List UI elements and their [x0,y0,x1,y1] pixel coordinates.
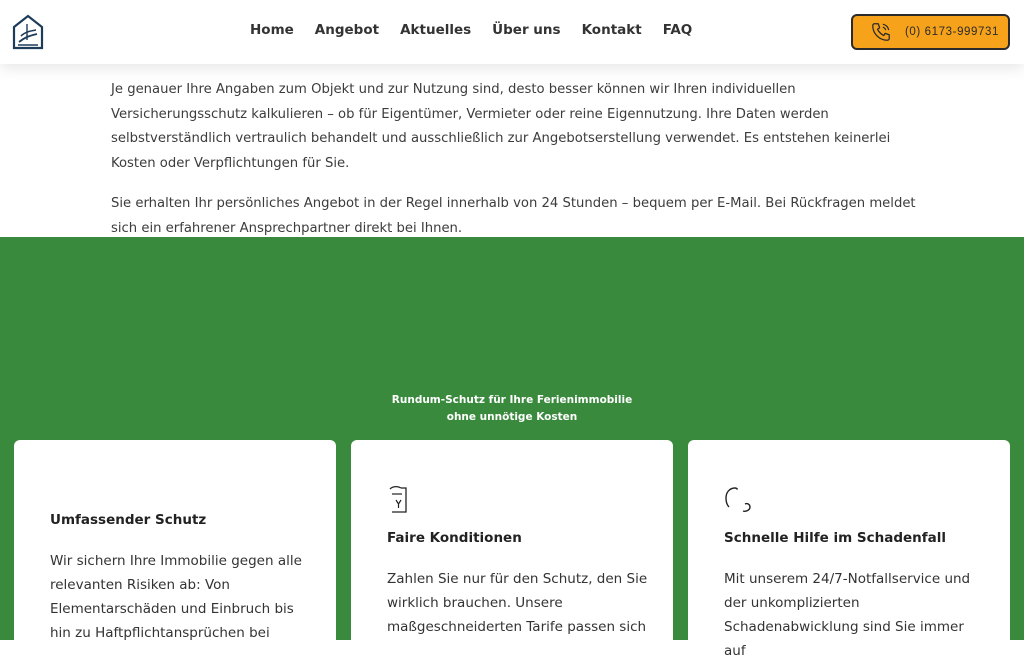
phone-number: (0) 6173-999731 [905,26,1000,38]
card-text: Zahlen Sie nur für den Schutz, den Sie wirklich brauchen. Unsere maßgeschneiderten Tarife passen sich [387,571,648,635]
site-header [0,0,1024,64]
intro-paragraph: Je genauer Ihre Angaben zum Objekt und zur Nutzung sind, desto besser können wir Ihren individuellen Versicherungsschutz kalkulieren – ob für Eigentümer, Vermieter oder reine Eigennutzung. Ihre Daten werden selbstverständlich vertraulich behandelt und ausschließlich zur Angebotserstellung verwendet. Es entstehen keinerlei Kosten oder Verpflichtungen für Sie. [111,82,891,171]
phone-icon [870,21,892,43]
section-subtitle-line: Rundum-Schutz für Ihre Ferienimmobilie [391,394,633,406]
logo-icon[interactable] [12,14,44,50]
card-title: Faire Konditionen [387,530,522,546]
card-text: Wir sichern Ihre Immobilie gegen alle relevanten Risiken ab: Von Elementarschäden und Einbruch bis hin zu Haftpflichtansprüchen bei [50,553,302,641]
card-title: Umfassender Schutz [50,512,207,528]
headset-icon [723,480,753,518]
section-subtitle-line: ohne unnötige Kosten [446,410,578,423]
benefit-card-schadenfall [688,440,1010,660]
benefit-card-schutz [14,440,336,660]
scale-icon [386,480,416,518]
nav-angebot[interactable]: Angebot [314,22,380,38]
nav-kontakt[interactable]: Kontakt [581,22,642,38]
nav-ueber-uns[interactable]: Über uns [492,22,561,38]
card-title: Schnelle Hilfe im Schadenfall [724,530,947,546]
nav-home[interactable]: Home [250,22,294,38]
intro-paragraph: Sie erhalten Ihr persönliches Angebot in der Regel innerhalb von 24 Stunden – bequem per E-Mail. Bei Rückfragen meldet sich ein erfahrener Ansprechpartner direkt bei Ihnen. [111,196,916,236]
benefit-card-konditionen [351,440,673,660]
nav-aktuelles[interactable]: Aktuelles [400,22,472,38]
card-text: Mit unserem 24/7-Notfallservice und der unkomplizierten Schadenabwicklung sind Sie immer auf [724,571,971,659]
intro-text [111,78,931,257]
section-subtitle [0,392,1024,425]
main-nav [250,22,713,38]
phone-button[interactable] [851,14,1010,50]
nav-faq[interactable]: FAQ [662,22,693,38]
